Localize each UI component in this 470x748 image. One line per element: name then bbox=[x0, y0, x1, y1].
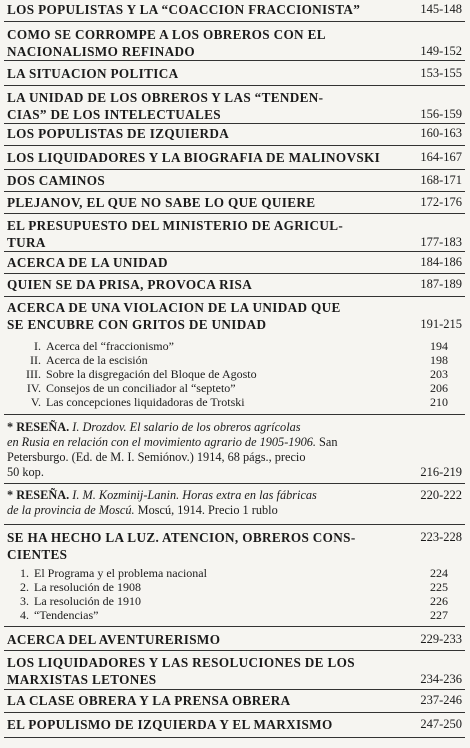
subsection-page: 210 bbox=[430, 395, 448, 409]
toc-entry[interactable] bbox=[7, 254, 462, 271]
entry-title: EL POPULISMO DE IZQUIERDA Y EL MARXISMO bbox=[7, 717, 333, 732]
entry-title-cont: NACIONALISMO REFINADO bbox=[7, 44, 195, 59]
entry-title-cont: TURA bbox=[7, 235, 46, 250]
divider bbox=[4, 737, 465, 738]
subsection-title: Las concepciones liquidadoras de Trotski bbox=[46, 395, 245, 409]
toc-entry[interactable] bbox=[7, 65, 462, 82]
subsection-page: 227 bbox=[430, 608, 448, 622]
divider bbox=[4, 650, 465, 651]
subsection-page: 206 bbox=[430, 381, 448, 395]
subsection-page: 225 bbox=[430, 580, 448, 594]
entry-title: COMO SE CORROMPE A LOS OBREROS CON EL bbox=[7, 27, 326, 42]
toc-entry[interactable] bbox=[7, 276, 462, 293]
subsection-item[interactable] bbox=[15, 608, 462, 622]
review-text: Moscú, 1914. Precio 1 rublo bbox=[134, 503, 278, 517]
entry-title: DOS CAMINOS bbox=[7, 173, 106, 188]
review-text: en Rusia en relación con el movimiento agrario de 1905-1906. bbox=[7, 435, 316, 449]
toc-entry[interactable] bbox=[7, 692, 462, 709]
subsection-item[interactable] bbox=[15, 566, 462, 580]
subsection-number: 1. bbox=[20, 566, 29, 580]
entry-title: LOS LIQUIDADORES Y LA BIOGRAFIA DE MALINOVSKI bbox=[7, 150, 381, 165]
toc-entry[interactable] bbox=[7, 172, 462, 189]
subsection-page: 203 bbox=[430, 367, 448, 381]
subsection-item[interactable] bbox=[15, 367, 462, 381]
entry-title-cont: SE ENCUBRE CON GRITOS DE UNIDAD bbox=[7, 317, 267, 332]
page-range: 223-228 bbox=[420, 530, 462, 544]
toc-entry[interactable] bbox=[7, 89, 462, 123]
review-text: I. Drozdov. El salario de los obreros agrícolas bbox=[72, 420, 301, 434]
entry-title: LA CLASE OBRERA Y LA PRENSA OBRERA bbox=[7, 693, 291, 708]
toc-entry[interactable] bbox=[7, 217, 462, 251]
review-text: Petersburgo. (Ed. de M. I. Semiónov.) 1914, 68 págs., precio bbox=[7, 450, 306, 464]
subsection-item[interactable] bbox=[15, 381, 462, 395]
divider bbox=[4, 273, 465, 274]
page-range: 184-186 bbox=[420, 255, 462, 269]
subsection-item[interactable] bbox=[15, 580, 462, 594]
divider bbox=[4, 213, 465, 214]
subsection-title: La resolución de 1910 bbox=[34, 594, 141, 608]
page-range: 160-163 bbox=[420, 126, 462, 140]
toc-entry[interactable] bbox=[7, 1, 462, 18]
divider bbox=[4, 191, 465, 192]
divider bbox=[4, 169, 465, 170]
page-range: 168-171 bbox=[420, 173, 462, 187]
subsection-number: 4. bbox=[20, 608, 29, 622]
toc-entry[interactable] bbox=[7, 299, 462, 333]
page-range: 191-215 bbox=[420, 317, 462, 331]
entry-title: LOS LIQUIDADORES Y LAS RESOLUCIONES DE LOS bbox=[7, 655, 355, 670]
entry-title: SE HA HECHO LA LUZ. ATENCION, OBREROS CONS- bbox=[7, 530, 356, 545]
review-label: * RESEÑA. bbox=[7, 420, 73, 434]
entry-title: PLEJANOV, EL QUE NO SABE LO QUE QUIERE bbox=[7, 195, 316, 210]
divider bbox=[4, 145, 465, 146]
page-range: 229-233 bbox=[420, 632, 462, 646]
subsection-list bbox=[15, 339, 462, 409]
entry-title-cont: CIENTES bbox=[7, 547, 68, 562]
subsection-page: 194 bbox=[430, 339, 448, 353]
review-text: 50 kop. bbox=[7, 465, 44, 479]
subsection-title: La resolución de 1908 bbox=[34, 580, 141, 594]
page-range: 220-222 bbox=[420, 488, 462, 502]
subsection-title: Consejos de un conciliador al “septeto” bbox=[46, 381, 236, 395]
subsection-item[interactable] bbox=[15, 353, 462, 367]
subsection-number: 2. bbox=[20, 580, 29, 594]
divider bbox=[4, 60, 465, 61]
subsection-title: Sobre la disgregación del Bloque de Agosto bbox=[46, 367, 257, 381]
subsection-number: V. bbox=[30, 395, 41, 409]
subsection-title: Acerca de la escisión bbox=[46, 353, 148, 367]
page-range: 172-176 bbox=[420, 195, 462, 209]
entry-title-cont: CIAS” DE LOS INTELECTUALES bbox=[7, 107, 221, 122]
entry-title: LOS POPULISTAS Y LA “COACCION FRACCIONISTA” bbox=[7, 2, 361, 17]
toc-entry[interactable] bbox=[7, 716, 462, 733]
review-text: I. M. Kozminij-Lanin. Horas extra en las fábricas bbox=[72, 488, 317, 502]
divider bbox=[4, 524, 465, 525]
entry-title: EL PRESUPUESTO DEL MINISTERIO DE AGRICUL- bbox=[7, 218, 344, 233]
page-range: 216-219 bbox=[420, 465, 462, 479]
page-range: 149-152 bbox=[420, 44, 462, 58]
subsection-title: “Tendencias” bbox=[34, 608, 99, 622]
divider bbox=[4, 251, 465, 252]
entry-title: ACERCA DE LA UNIDAD bbox=[7, 255, 168, 270]
entry-title: ACERCA DE UNA VIOLACION DE LA UNIDAD QUE bbox=[7, 300, 341, 315]
review-text: San bbox=[315, 435, 338, 449]
page-range: 187-189 bbox=[420, 277, 462, 291]
subsection-item[interactable] bbox=[15, 594, 462, 608]
entry-title: LOS POPULISTAS DE IZQUIERDA bbox=[7, 126, 230, 141]
subsection-item[interactable] bbox=[15, 339, 462, 353]
subsection-number: IV. bbox=[26, 381, 41, 395]
divider bbox=[4, 414, 465, 415]
divider bbox=[4, 85, 465, 86]
toc-entry[interactable] bbox=[7, 194, 462, 211]
page-range: 156-159 bbox=[420, 107, 462, 121]
page-range: 247-250 bbox=[420, 717, 462, 731]
subsection-list bbox=[15, 566, 462, 622]
page-range: 164-167 bbox=[420, 150, 462, 164]
review-entry[interactable] bbox=[7, 488, 462, 518]
toc-entry[interactable] bbox=[7, 26, 462, 60]
entry-title: QUIEN SE DA PRISA, PROVOCA RISA bbox=[7, 277, 253, 292]
page-range: 145-148 bbox=[420, 2, 462, 16]
divider bbox=[4, 712, 465, 713]
subsection-number: II. bbox=[30, 353, 41, 367]
subsection-title: Acerca del “fraccionismo” bbox=[46, 339, 174, 353]
toc-entry[interactable] bbox=[7, 654, 462, 688]
toc-entry[interactable] bbox=[7, 125, 462, 142]
subsection-number: III. bbox=[26, 367, 41, 381]
divider bbox=[4, 21, 465, 22]
review-label: * RESEÑA. bbox=[7, 488, 73, 502]
review-text: de la provincia de Moscú. bbox=[7, 503, 135, 517]
toc-entry[interactable] bbox=[7, 149, 462, 166]
subsection-item[interactable] bbox=[15, 395, 462, 409]
entry-title: ACERCA DEL AVENTURERISMO bbox=[7, 632, 221, 647]
page-range: 153-155 bbox=[420, 66, 462, 80]
page-range: 237-246 bbox=[420, 693, 462, 707]
divider bbox=[4, 296, 465, 297]
divider bbox=[4, 689, 465, 690]
subsection-page: 198 bbox=[430, 353, 448, 367]
toc-entry[interactable] bbox=[7, 529, 462, 563]
entry-title: LA SITUACION POLITICA bbox=[7, 66, 179, 81]
subsection-page: 226 bbox=[430, 594, 448, 608]
entry-title-cont: MARXISTAS LETONES bbox=[7, 672, 157, 687]
divider bbox=[4, 626, 465, 627]
divider bbox=[4, 123, 465, 124]
subsection-page: 224 bbox=[430, 566, 448, 580]
subsection-title: El Programa y el problema nacional bbox=[34, 566, 207, 580]
toc-entry[interactable] bbox=[7, 631, 462, 648]
divider bbox=[4, 483, 465, 484]
entry-title: LA UNIDAD DE LOS OBREROS Y LAS “TENDEN- bbox=[7, 90, 324, 105]
review-entry[interactable] bbox=[7, 420, 462, 480]
subsection-number: 3. bbox=[20, 594, 29, 608]
page-range: 177-183 bbox=[420, 235, 462, 249]
subsection-number: I. bbox=[34, 339, 41, 353]
page-range: 234-236 bbox=[420, 672, 462, 686]
